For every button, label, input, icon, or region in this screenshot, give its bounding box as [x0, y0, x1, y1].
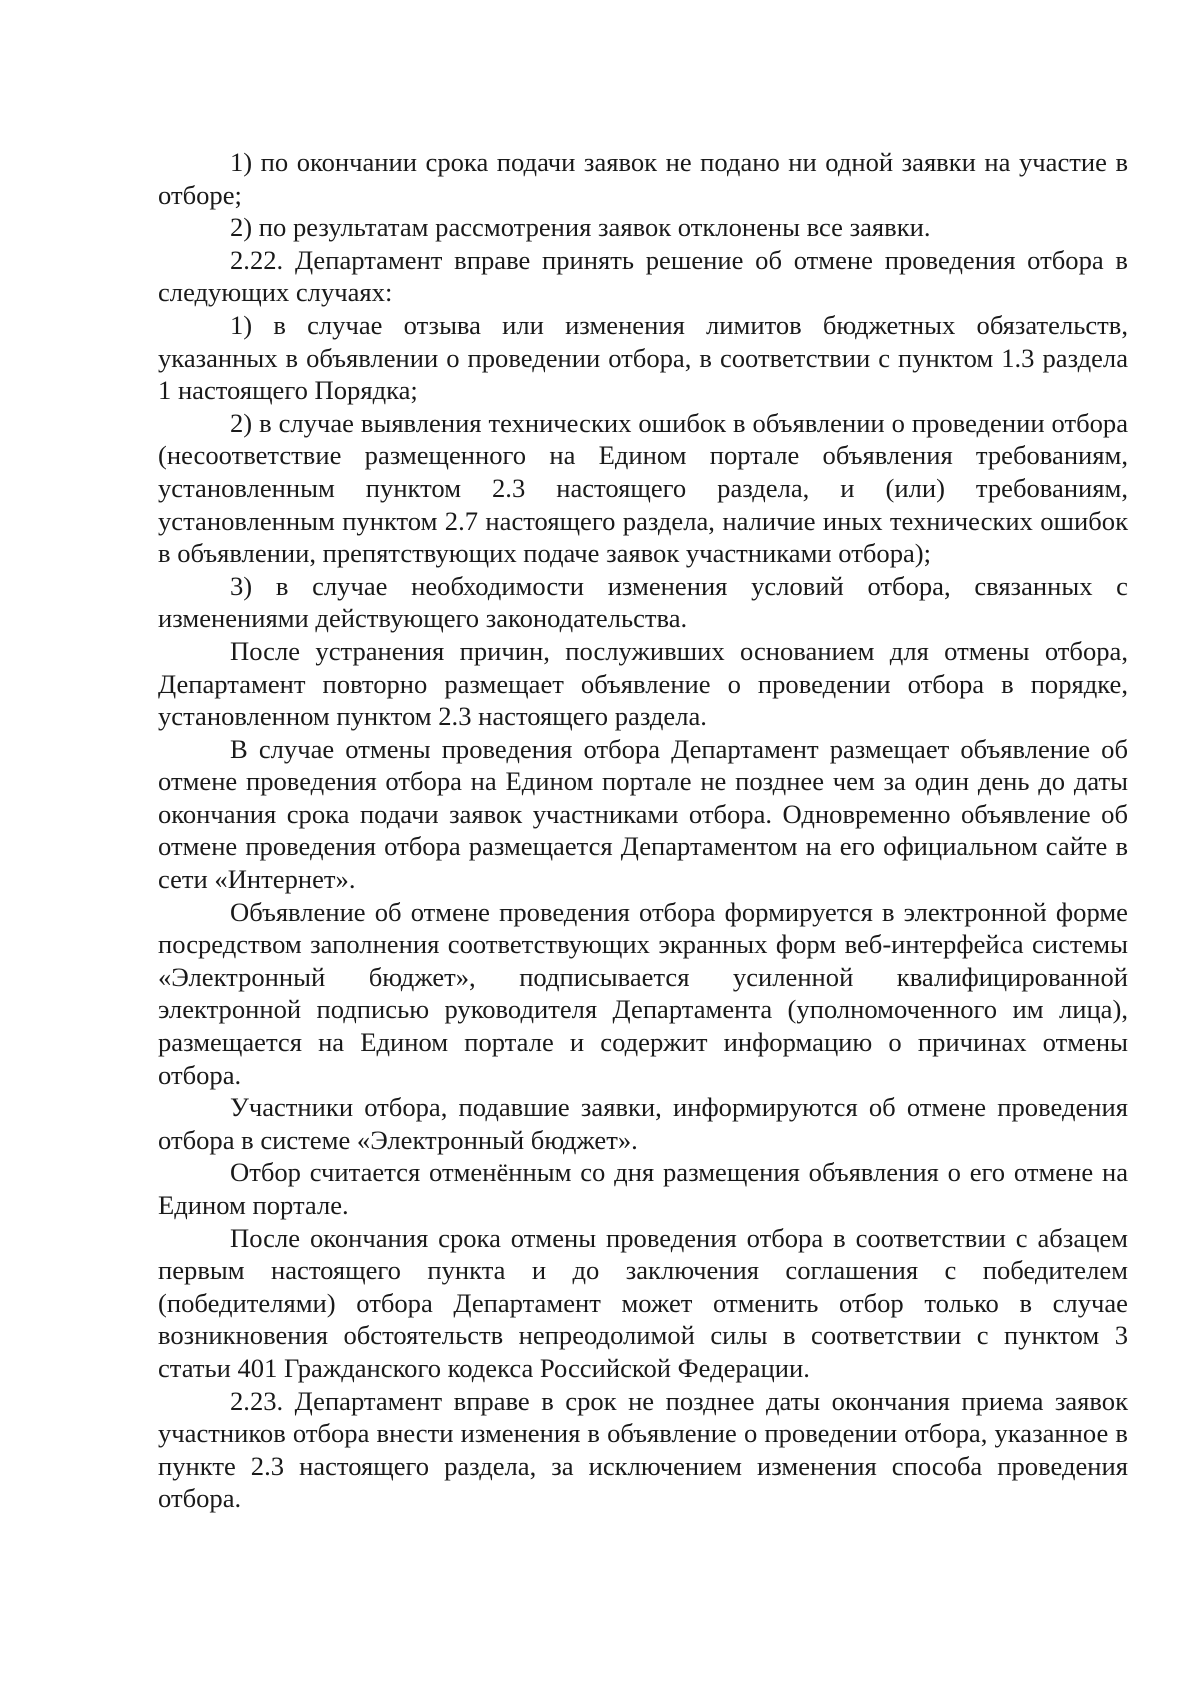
paragraph-participants-informed: Участники отбора, подавшие заявки, информируются об отмене проведения отбора в системе «Электронный бюджет».: [158, 1092, 1128, 1155]
paragraph-case-legislation: 3) в случае необходимости изменения условий отбора, связанных с изменениями действующего законодательства.: [158, 570, 1128, 634]
paragraph-section-2-23: 2.23. Департамент вправе в срок не позднее даты окончания приема заявок участников отбора внести изменения в объявление о проведении отбора, указанное в пункте 2.3 настоящего раздела, за исключением изменения способа проведения отбора.: [158, 1385, 1128, 1514]
paragraph-cancellation-notice: В случае отмены проведения отбора Департамент размещает объявление об отмене проведения отбора на Едином портале не позднее чем за один день до даты окончания срока подачи заявок участниками отбора. Одновременно объявление об отмене проведения отбора размещается Департаментом на его официальном сайте в сети «Интернет».: [158, 733, 1128, 895]
paragraph-repeat-announcement: После устранения причин, послуживших основанием для отмены отбора, Департамент повторно размещает объявление о проведении отбора в порядке, установленном пунктом 2.3 настоящего раздела.: [158, 635, 1128, 732]
paragraph-no-applications: 1) по окончании срока подачи заявок не подано ни одной заявки на участие в отборе;: [158, 147, 1128, 210]
paragraph-all-rejected: 2) по результатам рассмотрения заявок отклонены все заявки.: [230, 212, 931, 243]
paragraph-force-majeure: После окончания срока отмены проведения отбора в соответствии с абзацем первым настоящего пункта и до заключения соглашения с победителем (победителями) отбора Департамент может отменить отбор только в случае возникновения обстоятельств непреодолимой силы в соответствии с пунктом 3 статьи 401 Гражданского кодекса Российской Федерации.: [158, 1222, 1128, 1383]
paragraph-case-limits: 1) в случае отзыва или изменения лимитов бюджетных обязательств, указанных в объявлении о проведении отбора, в соответствии с пунктом 1.3 раздела 1 настоящего Порядка;: [158, 309, 1128, 406]
paragraph-section-2-22: 2.22. Департамент вправе принять решение об отмене проведения отбора в следующих случаях:: [158, 244, 1128, 308]
paragraph-electronic-form: Объявление об отмене проведения отбора формируется в электронной форме посредством заполнения соответствующих экранных форм веб-интерфейса системы «Электронный бюджет», подписывается усиленной квалифицированной электронной подписью руководителя Департамента (уполномоченного им лица), размещается на Едином портале и содержит информацию о причинах отмены отбора.: [158, 896, 1128, 1090]
paragraph-case-technical-errors: 2) в случае выявления технических ошибок в объявлении о проведении отбора (несоответствие размещенного на Едином портале объявления требованиям, установленным пунктом 2.3 настоящего раздела, и (или) требованиям, установленным пунктом 2.7 настоящего раздела, наличие иных технических ошибок в объявлении, препятствующих подаче заявок участниками отбора);: [158, 407, 1128, 569]
document-body: [158, 146, 1128, 1515]
paragraph-cancelled-date: Отбор считается отменённым со дня размещения объявления о его отмене на Едином портале.: [158, 1157, 1128, 1220]
